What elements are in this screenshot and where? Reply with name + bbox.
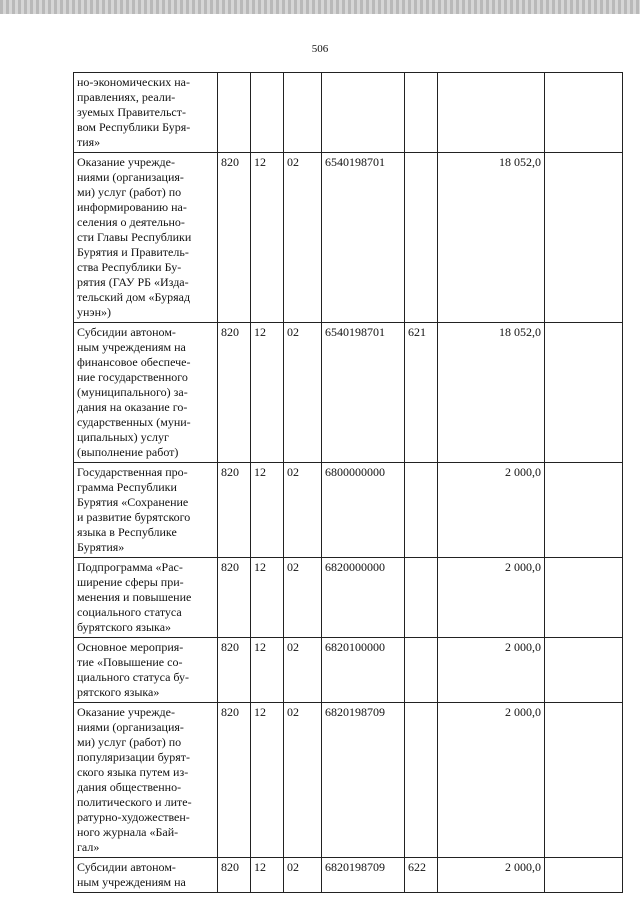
- row-subsection-code-cell: 02: [284, 638, 322, 703]
- row-amount-cell: 2 000,0: [438, 638, 545, 703]
- row-blank-cell: [545, 323, 623, 463]
- table-row: [74, 323, 623, 463]
- row-expense-type-cell: [405, 703, 438, 858]
- row-subsection-code-cell: [284, 73, 322, 153]
- row-section-code-cell: 12: [251, 638, 284, 703]
- row-blank-cell: [545, 858, 623, 893]
- row-name-cell: Оказание учрежде- ниями (организация- ми) услуг (работ) по информированию на- селения о деятельно- сти Главы Республики Бурятия и Правитель- ства Республики Бу- рятия (ГАУ РБ «Изда- тельский дом «Буряад унэн»): [74, 153, 218, 323]
- row-ministry-code-cell: 820: [218, 463, 251, 558]
- row-ministry-code-cell: 820: [218, 323, 251, 463]
- table-row: [74, 153, 623, 323]
- row-amount-cell: 2 000,0: [438, 858, 545, 893]
- row-target-article-cell: [322, 73, 405, 153]
- table-row: [74, 73, 623, 153]
- row-name-cell: Государственная про- грамма Республики Бурятия «Сохранение и развитие бурятского языка в Республике Бурятия»: [74, 463, 218, 558]
- row-blank-cell: [545, 463, 623, 558]
- row-blank-cell: [545, 703, 623, 858]
- row-amount-cell: 18 052,0: [438, 323, 545, 463]
- table-row: [74, 638, 623, 703]
- row-section-code-cell: 12: [251, 323, 284, 463]
- row-ministry-code-cell: 820: [218, 703, 251, 858]
- row-subsection-code-cell: 02: [284, 558, 322, 638]
- row-ministry-code-cell: [218, 73, 251, 153]
- row-amount-cell: 2 000,0: [438, 703, 545, 858]
- table-row: [74, 703, 623, 858]
- row-amount-cell: [438, 73, 545, 153]
- row-target-article-cell: 6800000000: [322, 463, 405, 558]
- row-blank-cell: [545, 638, 623, 703]
- row-expense-type-cell: [405, 558, 438, 638]
- row-expense-type-cell: 622: [405, 858, 438, 893]
- row-amount-cell: 2 000,0: [438, 463, 545, 558]
- row-section-code-cell: 12: [251, 463, 284, 558]
- row-name-cell: Подпрограмма «Рас- ширение сферы при- менения и повышение социального статуса бурятского языка»: [74, 558, 218, 638]
- table-row: [74, 558, 623, 638]
- table-row: [74, 858, 623, 893]
- row-expense-type-cell: [405, 153, 438, 323]
- row-expense-type-cell: [405, 463, 438, 558]
- row-blank-cell: [545, 558, 623, 638]
- row-section-code-cell: 12: [251, 703, 284, 858]
- row-expense-type-cell: [405, 638, 438, 703]
- row-ministry-code-cell: 820: [218, 858, 251, 893]
- row-amount-cell: 2 000,0: [438, 558, 545, 638]
- row-blank-cell: [545, 73, 623, 153]
- page-number: 506: [311, 43, 329, 55]
- row-name-cell: но-экономических на- правлениях, реали- зуемых Правительст- вом Республики Буря- тия»: [74, 73, 218, 153]
- row-subsection-code-cell: 02: [284, 463, 322, 558]
- row-section-code-cell: 12: [251, 558, 284, 638]
- row-target-article-cell: 6820000000: [322, 558, 405, 638]
- table-row: [74, 463, 623, 558]
- row-target-article-cell: 6820198709: [322, 703, 405, 858]
- row-target-article-cell: 6820198709: [322, 858, 405, 893]
- row-blank-cell: [545, 153, 623, 323]
- row-expense-type-cell: 621: [405, 323, 438, 463]
- row-expense-type-cell: [405, 73, 438, 153]
- row-section-code-cell: [251, 73, 284, 153]
- row-subsection-code-cell: 02: [284, 153, 322, 323]
- scan-top-edge: [0, 0, 640, 14]
- row-ministry-code-cell: 820: [218, 558, 251, 638]
- row-name-cell: Оказание учрежде- ниями (организация- ми) услуг (работ) по популяризации бурят- ского языка путем из- дания общественно- политического и лите- ратурно-художествен- ного журнала «Бай- гал»: [74, 703, 218, 858]
- row-target-article-cell: 6820100000: [322, 638, 405, 703]
- row-ministry-code-cell: 820: [218, 638, 251, 703]
- row-name-cell: Субсидии автоном- ным учреждениям на финансовое обеспече- ние государственного (муниципального) за- дания на оказание го- сударственных (муни- ципальных) услуг (выполнение работ): [74, 323, 218, 463]
- row-target-article-cell: 6540198701: [322, 153, 405, 323]
- row-amount-cell: 18 052,0: [438, 153, 545, 323]
- row-ministry-code-cell: 820: [218, 153, 251, 323]
- row-name-cell: Субсидии автоном- ным учреждениям на: [74, 858, 218, 893]
- budget-table: [73, 72, 623, 893]
- row-subsection-code-cell: 02: [284, 703, 322, 858]
- row-section-code-cell: 12: [251, 153, 284, 323]
- budget-table-body: [74, 73, 623, 893]
- row-section-code-cell: 12: [251, 858, 284, 893]
- row-target-article-cell: 6540198701: [322, 323, 405, 463]
- row-subsection-code-cell: 02: [284, 858, 322, 893]
- row-name-cell: Основное мероприя- тие «Повышение со- циального статуса бу- рятского языка»: [74, 638, 218, 703]
- row-subsection-code-cell: 02: [284, 323, 322, 463]
